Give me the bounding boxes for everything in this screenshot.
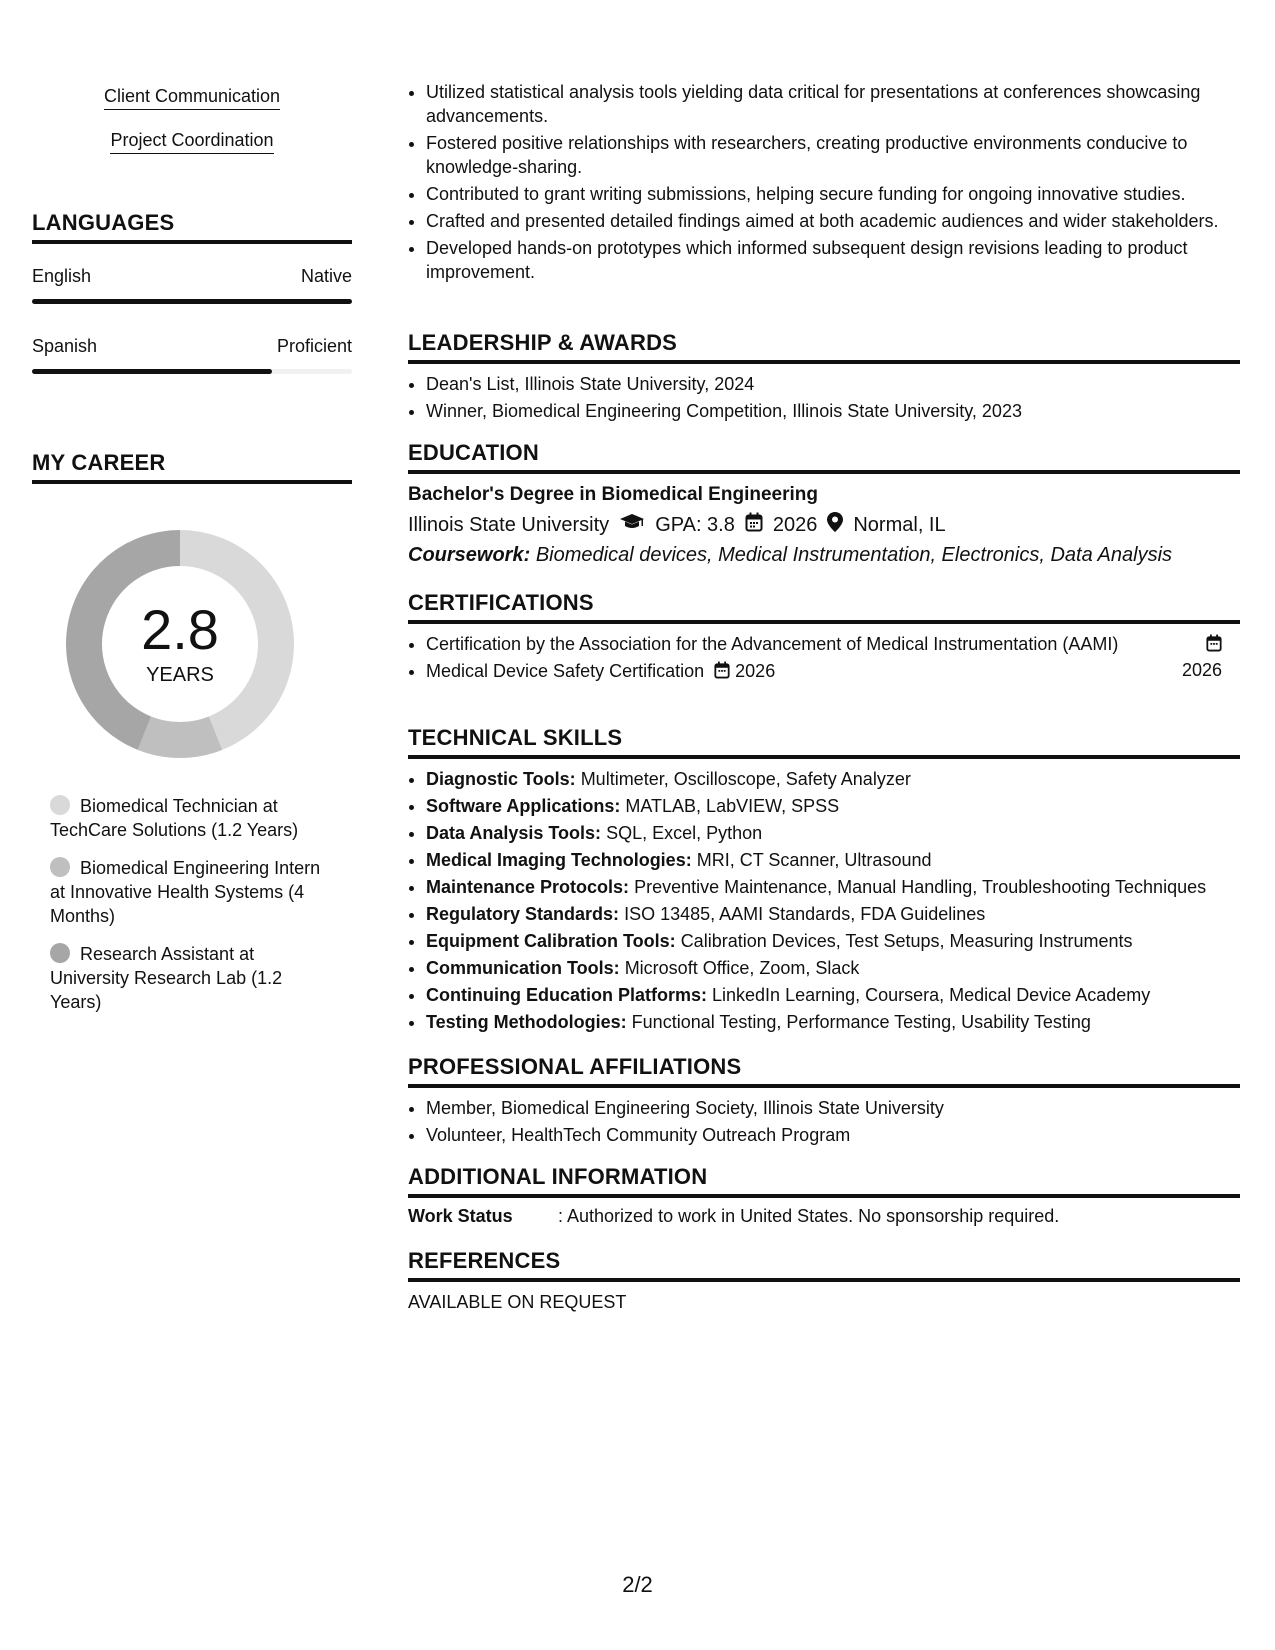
language-bar: [32, 299, 352, 304]
references-value: AVAILABLE ON REQUEST: [408, 1292, 627, 1312]
skill-item: [426, 929, 1240, 953]
list-item: • Fostered positive relationships with researchers, creating productive environments conducive to knowledge-sharing.: [426, 131, 1240, 179]
coursework-value: Biomedical devices, Medical Instrumentation, Electronics, Data Analysis: [535, 544, 1173, 566]
certification-item: [426, 659, 1240, 685]
page-number: 2/2: [622, 1572, 653, 1597]
legend-dot: [50, 795, 70, 815]
skill-label: Communication Tools:: [426, 958, 620, 978]
degree-title: Bachelor's Degree in Biomedical Engineering: [408, 484, 818, 505]
experience-section: [408, 80, 1240, 287]
skill-label: Software Applications:: [426, 796, 621, 816]
list-item: • Dean's List, Illinois State University, 2024: [426, 372, 1240, 396]
skill-tag-label: Client Communication: [104, 86, 280, 110]
references-section: [408, 1248, 1240, 1313]
legend-label: Research Assistant at University Research Lab (1.2 Years): [50, 944, 283, 1012]
graduation-year: 2026: [772, 513, 818, 536]
skill-label: Diagnostic Tools:: [426, 769, 576, 789]
technical-skills-section: [408, 725, 1240, 1037]
skill-value: LinkedIn Learning, Coursera, Medical Device Academy: [712, 985, 1151, 1005]
language-bar-fill: [32, 299, 352, 304]
location: Normal, IL: [853, 513, 946, 536]
skill-value: MRI, CT Scanner, Ultrasound: [696, 850, 932, 870]
career-unit: YEARS: [146, 664, 214, 686]
certification-date: [1172, 632, 1222, 682]
legend-label: Biomedical Engineering Intern at Innovative Health Systems (4 Months): [50, 858, 321, 926]
language-level: Proficient: [276, 336, 352, 356]
section-heading: EDUCATION: [408, 440, 1240, 474]
skill-tag: [32, 130, 352, 154]
section-heading: TECHNICAL SKILLS: [408, 725, 1240, 759]
language-level: Native: [300, 266, 352, 286]
calendar-icon: [714, 661, 730, 685]
skill-label: Maintenance Protocols:: [426, 877, 630, 897]
section-heading: PROFESSIONAL AFFILIATIONS: [408, 1054, 1240, 1088]
skill-item: [426, 794, 1240, 818]
skill-item: [426, 983, 1240, 1007]
skill-label: Data Analysis Tools:: [426, 823, 602, 843]
donut-segment: [138, 716, 223, 758]
skill-value: Calibration Devices, Test Setups, Measuring Instruments: [680, 931, 1133, 951]
section-heading: ADDITIONAL INFORMATION: [408, 1164, 1240, 1198]
education-meta: [408, 512, 1240, 538]
skill-item: [426, 821, 1240, 845]
languages-heading: LANGUAGES: [32, 210, 352, 244]
list-item: • Member, Biomedical Engineering Society, Illinois State University: [426, 1096, 1240, 1120]
skill-tag: [32, 86, 352, 110]
list-item: • Crafted and presented detailed findings aimed at both academic audiences and wider stakeholders.: [426, 209, 1240, 233]
coursework-label: Coursework:: [408, 544, 531, 566]
career-legend-item: [50, 942, 330, 1014]
work-status-row: [408, 1206, 1240, 1227]
language-row: [32, 266, 352, 304]
language-name: English: [32, 266, 92, 286]
certification-year: 2026: [1181, 660, 1222, 680]
skill-value: Multimeter, Oscilloscope, Safety Analyzer: [580, 769, 911, 789]
skill-label: Continuing Education Platforms:: [426, 985, 707, 1005]
list-item: • Contributed to grant writing submissions, helping secure funding for ongoing innovative studies.: [426, 182, 1240, 206]
work-status-value: : Authorized to work in United States. No sponsorship required.: [558, 1206, 1060, 1226]
list-item: • Volunteer, HealthTech Community Outreach Program: [426, 1123, 1240, 1147]
career-legend-item: [50, 794, 330, 842]
certification-name: Certification by the Association for the Advancement of Medical Instrumentation (AAMI): [426, 634, 1119, 654]
list-item: • Utilized statistical analysis tools yielding data critical for presentations at conferences showcasing advancements.: [426, 80, 1240, 128]
skill-value: ISO 13485, AAMI Standards, FDA Guidelines: [624, 904, 986, 924]
certifications-section: [408, 590, 1240, 688]
language-bar: [32, 369, 352, 374]
legend-label: Biomedical Technician at TechCare Solutions (1.2 Years): [50, 796, 299, 840]
graduation-cap-icon: [619, 513, 645, 537]
language-bar-fill: [32, 369, 272, 374]
affiliations-section: [408, 1054, 1240, 1150]
additional-info-section: [408, 1164, 1240, 1227]
skill-label: Regulatory Standards:: [426, 904, 620, 924]
section-heading: CERTIFICATIONS: [408, 590, 1240, 624]
skill-tag-label: Project Coordination: [110, 130, 273, 154]
calendar-icon: [1206, 634, 1222, 658]
education-section: [408, 440, 1240, 567]
skill-value: Functional Testing, Performance Testing, Usability Testing: [631, 1012, 1091, 1032]
skill-label: Equipment Calibration Tools:: [426, 931, 676, 951]
legend-dot: [50, 857, 70, 877]
skill-value: Microsoft Office, Zoom, Slack: [624, 958, 860, 978]
awards-section: [408, 330, 1240, 426]
skill-item: [426, 875, 1240, 899]
coursework: [408, 544, 1240, 567]
skill-item: [426, 767, 1240, 791]
skill-label: Medical Imaging Technologies:: [426, 850, 692, 870]
legend-dot: [50, 943, 70, 963]
certification-year: 2026: [735, 661, 776, 681]
certification-name: Medical Device Safety Certification: [426, 661, 705, 681]
skill-item: [426, 902, 1240, 926]
career-legend-item: [50, 856, 330, 928]
career-donut-chart: [66, 530, 294, 758]
list-item: • Developed hands-on prototypes which informed subsequent design revisions leading to product improvement.: [426, 236, 1240, 284]
career-total: 2.8: [141, 598, 219, 661]
skill-item: [426, 1010, 1240, 1034]
location-pin-icon: [827, 512, 843, 538]
skill-value: SQL, Excel, Python: [606, 823, 763, 843]
language-name: Spanish: [32, 336, 98, 356]
calendar-icon: [745, 512, 763, 538]
section-heading: REFERENCES: [408, 1248, 1240, 1282]
language-row: [32, 336, 352, 374]
list-item: • Winner, Biomedical Engineering Competition, Illinois State University, 2023: [426, 399, 1240, 423]
career-heading: MY CAREER: [32, 450, 352, 484]
skill-label: Testing Methodologies:: [426, 1012, 627, 1032]
skill-item: [426, 956, 1240, 980]
skill-item: [426, 848, 1240, 872]
gpa: GPA: 3.8: [655, 513, 735, 536]
skill-value: MATLAB, LabVIEW, SPSS: [625, 796, 840, 816]
skill-value: Preventive Maintenance, Manual Handling, Troubleshooting Techniques: [634, 877, 1207, 897]
work-status-label: Work Status: [408, 1206, 513, 1226]
school-name: Illinois State University: [408, 513, 610, 536]
section-heading: LEADERSHIP & AWARDS: [408, 330, 1240, 364]
